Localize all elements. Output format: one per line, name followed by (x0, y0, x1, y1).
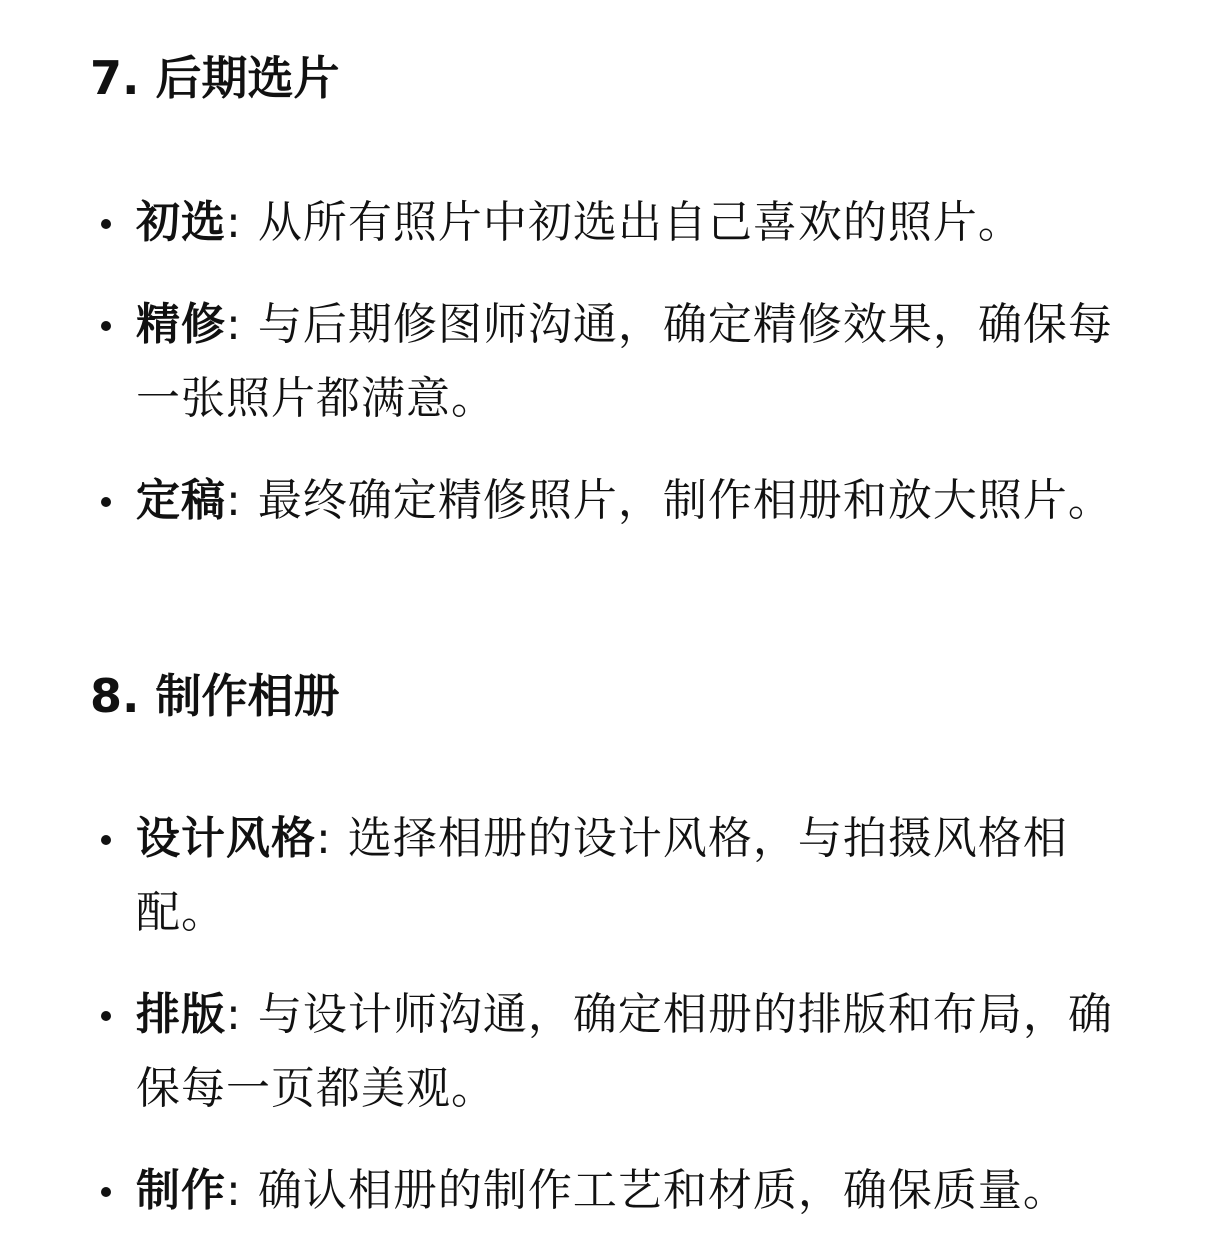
item-term: 排版 (136, 989, 226, 1040)
list-item-finalize (0, 464, 1156, 538)
item-term: 设计风格 (136, 813, 316, 864)
section-title-album-production: 8. 制作相册 (90, 669, 340, 723)
item-description: 与设计师沟通，确定相册的排版和布局，确保每一页都美观。 (136, 989, 1113, 1114)
album-production-list (0, 802, 1156, 1228)
item-description: 确认相册的制作工艺和材质，确保质量。 (257, 1165, 1068, 1216)
bullet-icon (101, 835, 111, 845)
item-description: 从所有照片中初选出自己喜欢的照片。 (257, 197, 1023, 248)
item-term: 初选 (136, 197, 226, 248)
list-item-retouching (0, 288, 1156, 436)
item-separator: : (226, 197, 242, 248)
list-item-production (0, 1154, 1156, 1228)
item-separator: : (226, 1165, 242, 1216)
list-item-design-style (0, 802, 1156, 950)
item-description: 最终确定精修照片，制作相册和放大照片。 (257, 475, 1113, 526)
item-separator: : (226, 989, 242, 1040)
bullet-icon (101, 321, 111, 331)
list-item-initial-selection (0, 186, 1156, 260)
bullet-icon (101, 497, 111, 507)
item-description: 与后期修图师沟通，确定精修效果，确保每一张照片都满意。 (136, 299, 1113, 424)
item-separator: : (316, 813, 332, 864)
item-term: 精修 (136, 299, 226, 350)
post-selection-list (0, 186, 1156, 538)
item-separator: : (226, 475, 242, 526)
bullet-icon (101, 219, 111, 229)
section-title-post-selection: 7. 后期选片 (90, 51, 340, 105)
item-term: 制作 (136, 1165, 226, 1216)
item-term: 定稿 (136, 475, 226, 526)
bullet-icon (101, 1187, 111, 1197)
item-separator: : (226, 299, 242, 350)
bullet-icon (101, 1011, 111, 1021)
item-description: 选择相册的设计风格，与拍摄风格相配。 (136, 813, 1068, 938)
list-item-layout (0, 978, 1156, 1126)
